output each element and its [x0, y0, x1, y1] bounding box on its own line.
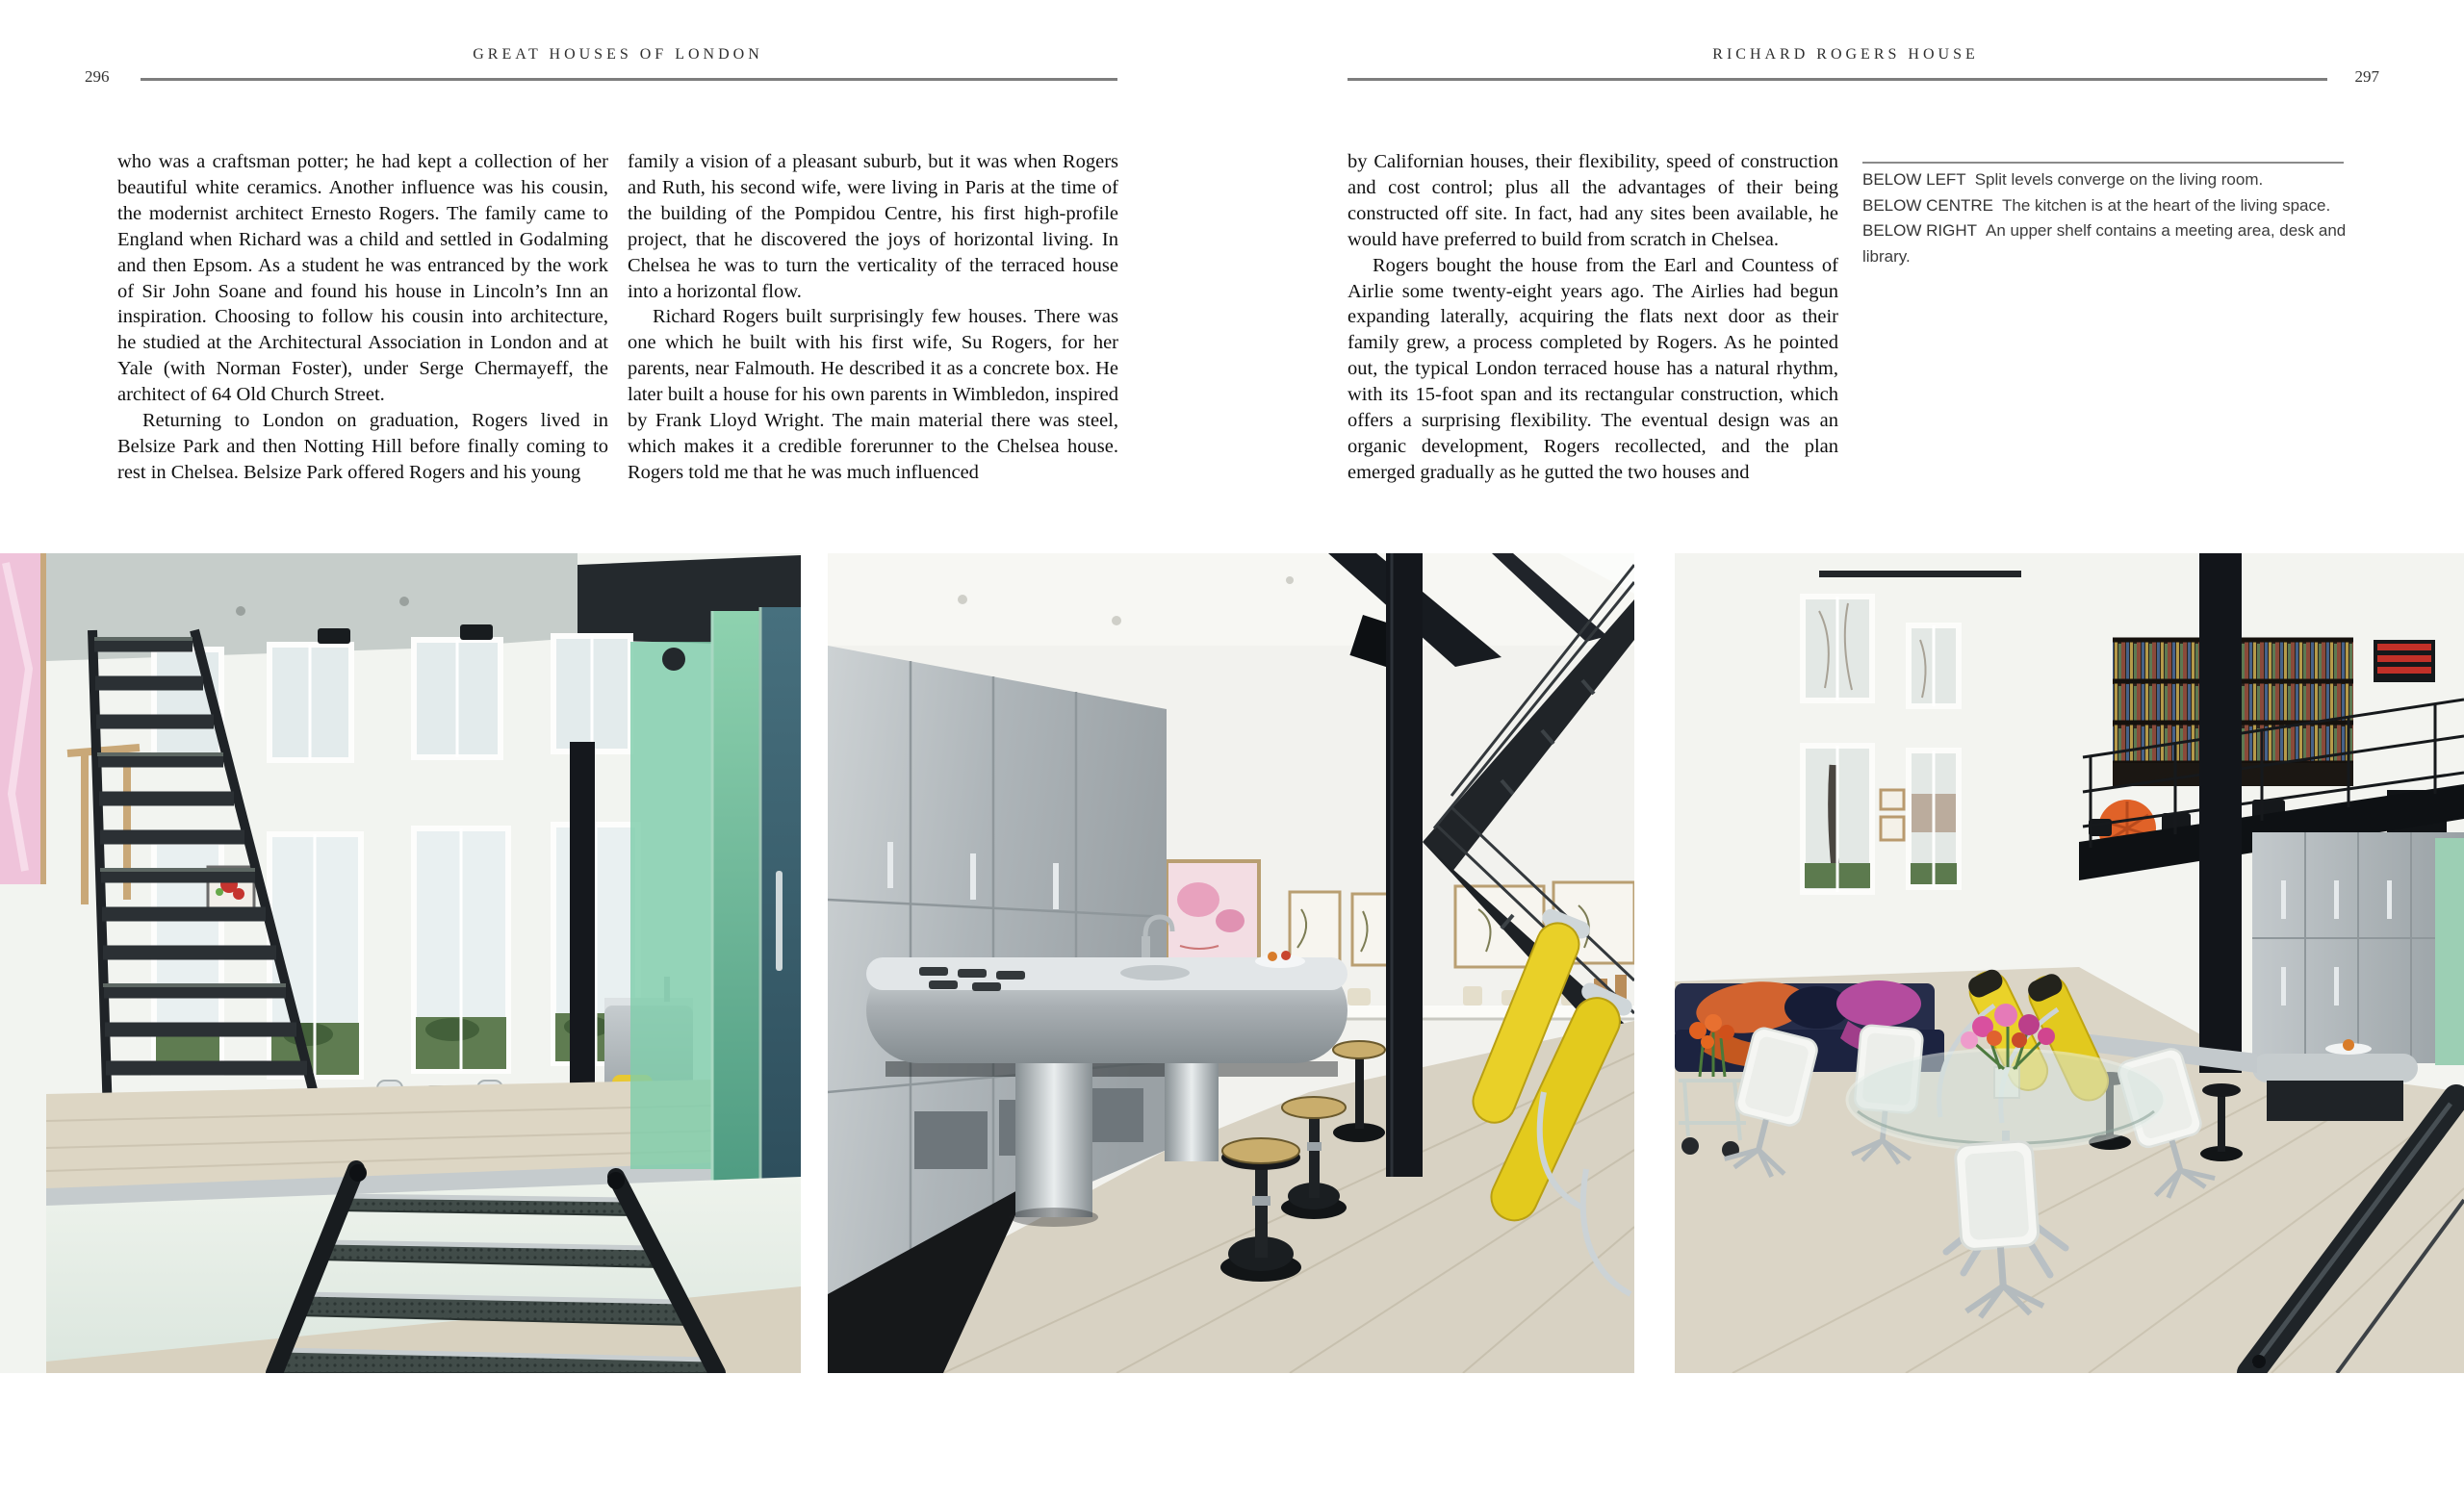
header-rule-left — [141, 78, 1117, 81]
teal-glass-partition — [630, 607, 801, 1223]
caption-below-left: BELOW LEFT Split levels converge on the living room. — [1862, 170, 2264, 189]
paragraph: Rogers bought the house from the Earl and Countess of Airlie some twenty-eight years ago. The Airlies had begun expanding laterally, acquiring the flats next door as their family grew, a process completed by Rogers. As he pointed out, the typical London terraced house has a natural rhythm, with its 15-foot span and its rectangular construction, which offers a surprising flexibility. The eventual design was an organic development, Rogers recollected, and the plan emerged gradually as he gutted the two houses and — [1348, 254, 1838, 483]
pink-artwork — [0, 553, 46, 884]
running-head-left: GREAT HOUSES OF LONDON — [473, 46, 763, 63]
glass-track-roller — [662, 648, 685, 671]
photo-1-scene — [0, 553, 801, 1373]
pink-painting — [1167, 861, 1259, 963]
header-rule-right — [1348, 78, 2327, 81]
page-number-left: 296 — [85, 67, 110, 86]
paragraph: by Californian houses, their flexibility, speed of construction and cost control; plus all the advantages of their being constructed off site. In fact, had any sites been available, he would have preferred to build from scratch in Chelsea. — [1348, 151, 1838, 250]
island-leg-front — [1015, 1054, 1092, 1217]
steel-column — [570, 742, 595, 1123]
magenta-throw — [1836, 980, 1921, 1027]
glass-door-handle — [776, 871, 783, 971]
photo-3-scene — [1675, 553, 2464, 1373]
caption-below-centre: BELOW CENTRE The kitchen is at the heart of the living space. — [1862, 195, 2331, 215]
fruit-bowl — [1255, 955, 1305, 968]
photo-living-space-mezzanine — [1675, 553, 2464, 1373]
text-column-2 — [628, 149, 1118, 486]
sink — [1120, 965, 1190, 980]
page-number-right: 297 — [2354, 67, 2379, 86]
paragraph: Richard Rogers built surprisingly few houses. There was one which he built with his first wife, Su Rogers, for her parents, near Falmouth. He described it as a concrete box. He later built a house for his own parents in Wimbledon, inspired by Frank Lloyd Wright. The main material there was steel, which makes it a credible forerunner to the Chelsea house. Rogers told me that he was much influenced — [628, 306, 1118, 483]
caption-block — [1862, 154, 2358, 269]
paragraph: who was a craftsman potter; he had kept a collection of her beautiful white ceramics. Another influence was his cousin, the modernist architect Ernesto Rogers. The family came to England when Richard was a child and settled in Godalming and then Epsom. As a student he was entranced by the work of Sir John Soane and found his house in Lincoln’s Inn an inspiration. Choosing to follow his cousin into architecture, he studied at the Architectural Association in London and at Yale (with Norman Foster), under Serge Chermayeff, the architect of 64 Old Church Street. — [117, 151, 608, 406]
paragraph: family a vision of a pleasant suburb, but it was when Rogers and Ruth, his second wife, were living in Paris at the time of the building of the Pompidou Centre, his first high-profile project, that he discovered the joys of horizontal living. In Chelsea he was to turn the verticality of the terraced house into a horizontal flow. — [628, 151, 1118, 302]
green-glass-door — [2435, 838, 2464, 1065]
photo-2-scene — [828, 553, 1634, 1373]
running-head-right: RICHARD ROGERS HOUSE — [1712, 46, 1979, 63]
photo-living-room-split-levels — [0, 553, 801, 1373]
photo-kitchen-island — [828, 553, 1634, 1373]
paragraph: Returning to London on graduation, Rogers lived in Belsize Park and then Notting Hill before finally coming to rest in Chelsea. Belsize Park offered Rogers and his young — [117, 410, 608, 483]
text-column-3 — [1348, 149, 1838, 486]
ceiling-vent — [1819, 571, 2021, 577]
text-column-1 — [117, 149, 608, 486]
island-counter — [2252, 1054, 2418, 1082]
caption-below-right: BELOW RIGHT An upper shelf contains a meeting area, desk and library. — [1862, 221, 2347, 266]
steel-column — [2199, 553, 2242, 1073]
